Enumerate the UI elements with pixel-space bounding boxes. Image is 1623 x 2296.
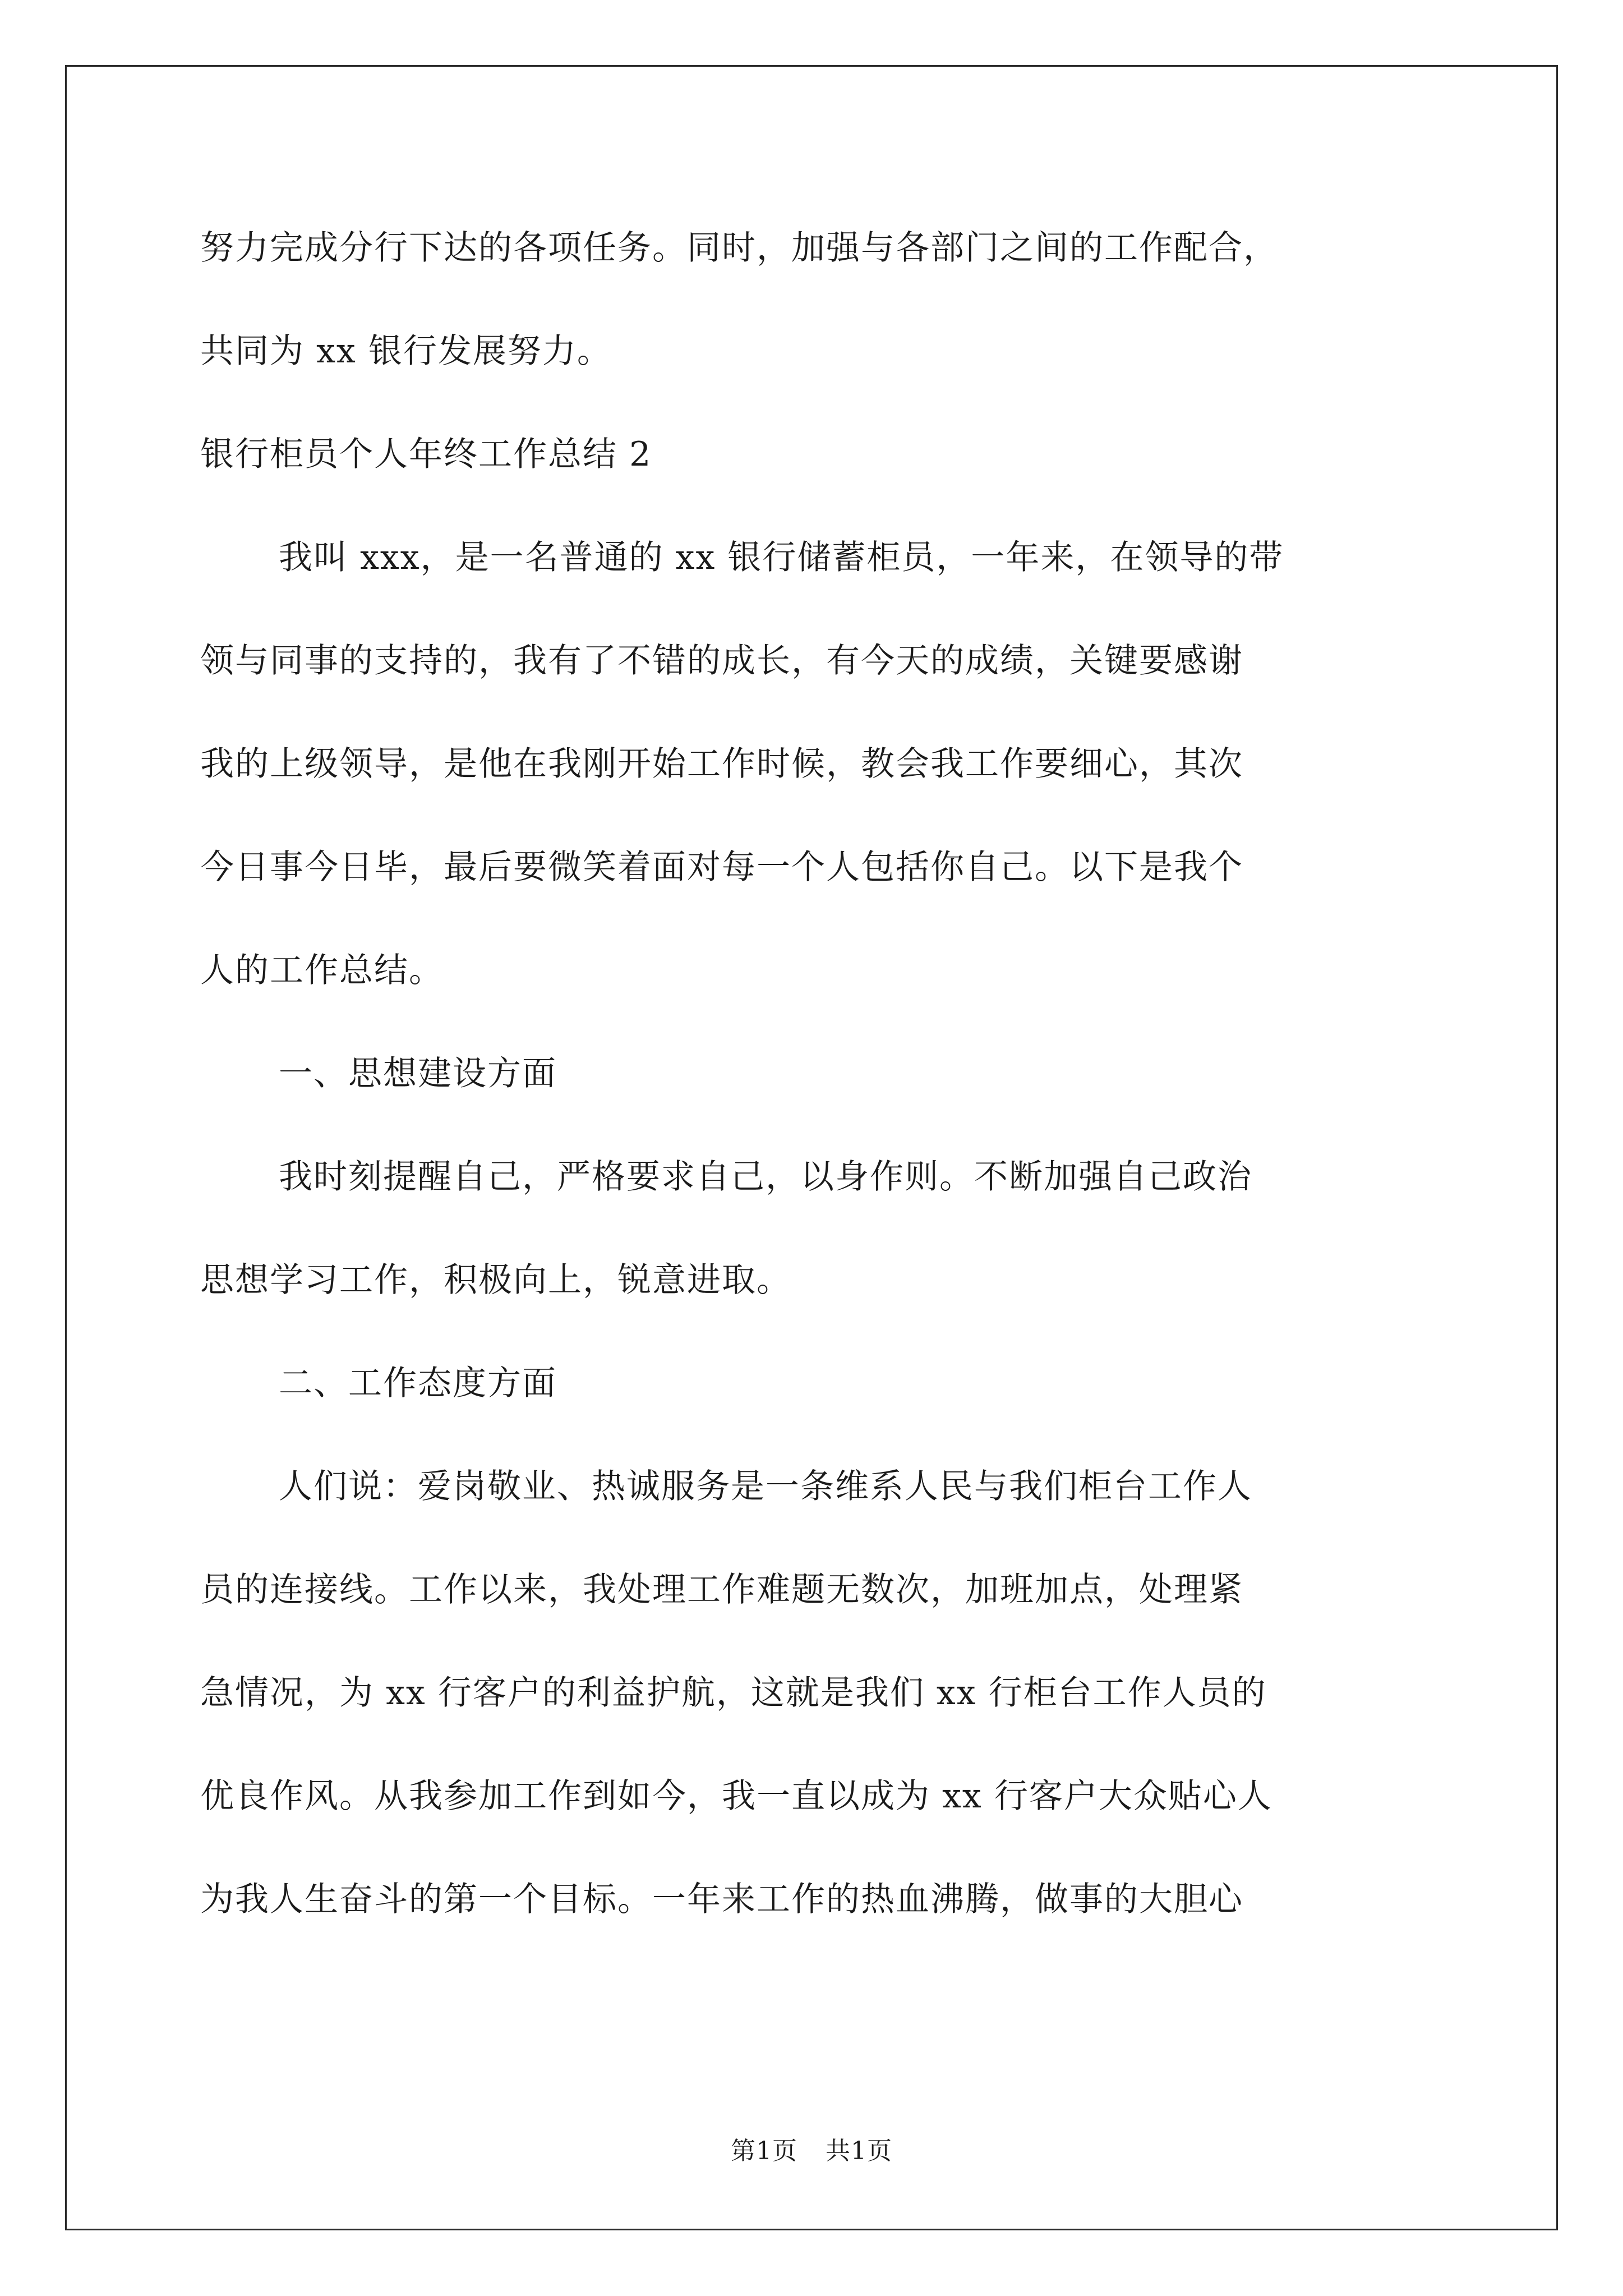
- text-line: 我时刻提醒自己，严格要求自己，以身作则。不断加强自己政治: [279, 1157, 1252, 1197]
- text-line: 人的工作总结。: [200, 951, 444, 990]
- text-line: 员的连接线。工作以来，我处理工作难题无数次，加班加点，处理紧: [200, 1570, 1243, 1609]
- page-total: 共1页: [826, 2137, 892, 2165]
- document-body: [200, 196, 1434, 1951]
- text-line: 为我人生奋斗的第一个目标。一年来工作的热血沸腾，做事的大胆心: [200, 1880, 1243, 1919]
- section-title: 银行柜员个人年终工作总结 2: [200, 435, 652, 474]
- text-line: 人们说：爱岗敬业、热诚服务是一条维系人民与我们柜台工作人: [279, 1467, 1252, 1506]
- text-line: 优良作风。从我参加工作到如今，我一直以成为 xx 行客户大众贴心人: [200, 1777, 1272, 1816]
- text-line: 我叫 xxx，是一名普通的 xx 银行储蓄柜员，一年来，在领导的带: [279, 538, 1284, 577]
- text-line: 我的上级领导，是他在我刚开始工作时候，教会我工作要细心，其次: [200, 744, 1243, 784]
- page-footer: [0, 2134, 1623, 2168]
- heading-ideology: 一、思想建设方面: [279, 1054, 557, 1093]
- heading-attitude: 二、工作态度方面: [279, 1364, 557, 1403]
- text-line: 努力完成分行下达的各项任务。同时，加强与各部门之间的工作配合，: [200, 228, 1278, 268]
- text-line: 共同为 xx 银行发展努力。: [200, 332, 612, 371]
- text-line: 今日事今日毕，最后要微笑着面对每一个人包括你自己。以下是我个: [200, 848, 1243, 887]
- text-line: 急情况，为 xx 行客户的利益护航，这就是我们 xx 行柜台工作人员的: [200, 1673, 1267, 1713]
- page-number: 第1页: [731, 2137, 797, 2165]
- text-line: 思想学习工作，积极向上，锐意进取。: [200, 1260, 791, 1300]
- text-line: 领与同事的支持的，我有了不错的成长，有今天的成绩，关键要感谢: [200, 641, 1243, 680]
